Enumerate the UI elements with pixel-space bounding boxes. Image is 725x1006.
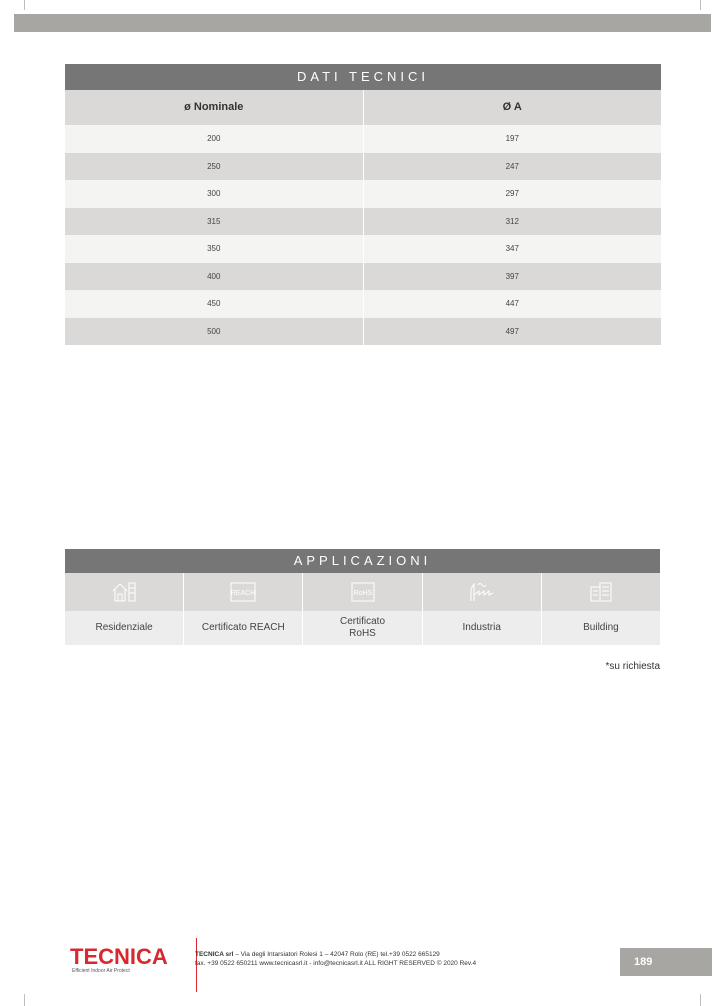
page-number: 189 bbox=[620, 948, 712, 976]
factory-icon bbox=[422, 573, 541, 611]
cell-nominal: 350 bbox=[207, 244, 221, 253]
cell-diameter: 312 bbox=[363, 208, 662, 236]
app-icons-row bbox=[65, 573, 660, 611]
crop-mark-tr bbox=[700, 0, 701, 10]
logo-wordmark: TECNICA bbox=[70, 944, 168, 969]
table-row bbox=[65, 153, 661, 181]
cell-diameter: 297 bbox=[363, 180, 662, 208]
app-residential: Residenziale bbox=[95, 622, 153, 633]
table-row bbox=[65, 290, 661, 318]
app-building: Building bbox=[541, 611, 660, 645]
house-icon bbox=[65, 573, 183, 611]
table-row bbox=[65, 125, 661, 153]
cell-nominal: 450 bbox=[207, 299, 221, 308]
footer-line1 bbox=[195, 950, 476, 959]
app-rohs-line1: Certificato bbox=[340, 616, 386, 627]
crop-mark-br bbox=[700, 994, 701, 1006]
footer-line2: fax. +39 0522 650211 www.tecnicasrl.it - info@tecnicasrl.it ALL RIGHT RESERVED © 2020 Rev.4 bbox=[195, 960, 477, 967]
crop-mark-bl bbox=[24, 994, 25, 1006]
rohs-icon-text: RoHS bbox=[353, 590, 372, 597]
company-logo bbox=[70, 946, 180, 978]
cell-diameter: 447 bbox=[363, 290, 662, 318]
crop-mark-tl bbox=[24, 0, 25, 10]
cell-nominal: 315 bbox=[207, 216, 221, 226]
footer-company: TECNICA srl bbox=[195, 951, 234, 958]
reach-icon-text: REACH bbox=[231, 590, 256, 597]
app-rohs-line2: RoHS bbox=[349, 628, 376, 639]
cell-nominal: 200 bbox=[207, 134, 221, 143]
apps-title: APPLICAZIONI bbox=[65, 549, 660, 573]
technical-data-table bbox=[65, 64, 661, 345]
logo-tagline: Efficient Indoor Air Protect bbox=[72, 968, 130, 974]
cell-diameter: 247 bbox=[363, 153, 662, 181]
app-labels-row bbox=[65, 611, 660, 645]
building-icon bbox=[541, 573, 660, 611]
cell-nominal: 250 bbox=[207, 161, 221, 171]
app-reach: Certificato REACH bbox=[183, 611, 302, 645]
top-band bbox=[14, 14, 711, 32]
header-nominal: ø Nominale bbox=[184, 101, 244, 113]
applications-table bbox=[65, 549, 660, 645]
tech-title: DATI TECNICI bbox=[65, 64, 661, 90]
table-row bbox=[65, 208, 661, 236]
table-row bbox=[65, 318, 661, 346]
cell-diameter: 197 bbox=[363, 125, 662, 153]
header-diameter-a: Ø A bbox=[363, 90, 662, 125]
cell-nominal: 300 bbox=[207, 189, 221, 198]
table-row bbox=[65, 263, 661, 291]
footer-address bbox=[195, 950, 476, 968]
app-rohs bbox=[302, 611, 421, 645]
cell-nominal: 500 bbox=[207, 326, 221, 336]
reach-icon bbox=[183, 573, 302, 611]
rohs-icon bbox=[302, 573, 421, 611]
cell-diameter: 347 bbox=[363, 235, 662, 263]
cell-nominal: 400 bbox=[207, 271, 221, 281]
app-industry: Industria bbox=[422, 611, 541, 645]
table-row bbox=[65, 180, 661, 208]
table-row bbox=[65, 235, 661, 263]
on-request-note: *su richiesta bbox=[605, 661, 660, 672]
footer-address-text: – Via degli Intarsiatori Rolesi 1 – 42047 Rolo (RE) tel.+39 0522 665129 bbox=[233, 951, 440, 958]
table-header bbox=[65, 90, 661, 125]
cell-diameter: 397 bbox=[363, 263, 662, 291]
cell-diameter: 497 bbox=[363, 318, 662, 346]
